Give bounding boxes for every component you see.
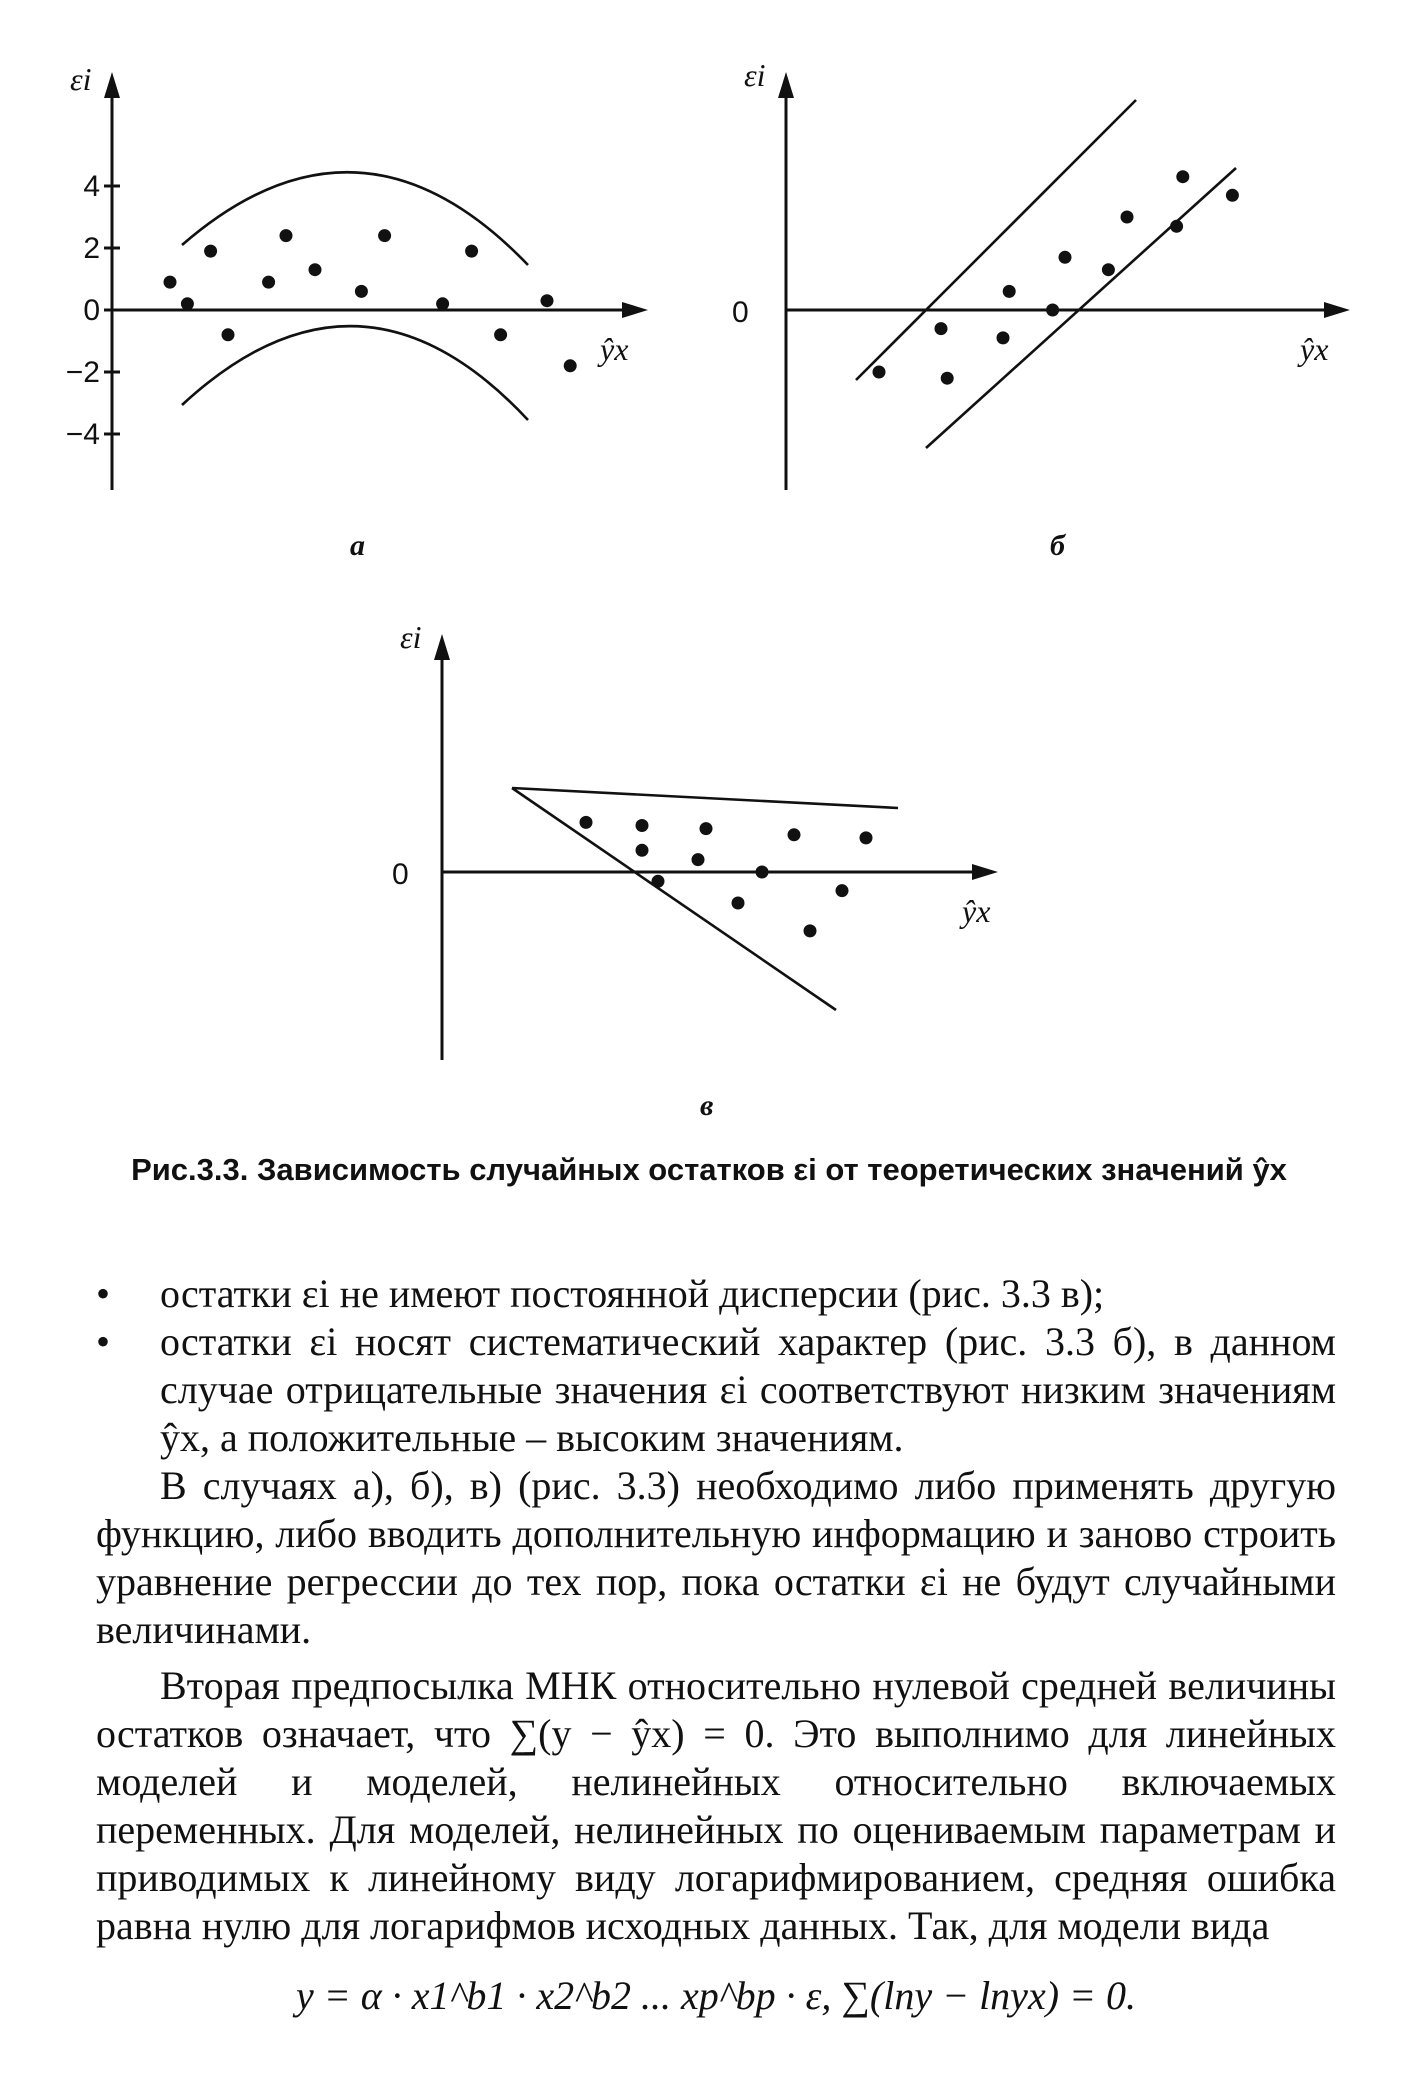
data-point <box>378 229 391 242</box>
data-point <box>1046 304 1059 317</box>
data-point <box>732 897 745 910</box>
y-tick-0: 0 <box>392 858 409 891</box>
bullet-item: • остатки εi носят систематический характер (рис. 3.3 б), в данном случае отрицательные значения εi соответствуют низким значениям ŷx, а положительные – высоким значениям. <box>96 1319 1336 1460</box>
data-point <box>494 328 507 341</box>
y-axis-label: εi <box>70 61 92 97</box>
x-axis-label: ŷx <box>962 893 991 929</box>
paragraph: В случаях а), б), в) (рис. 3.3) необходимо либо применять другую функцию, либо вводить дополнительную информацию и заново строить уравнение регрессии до тех пор, пока остатки εi не будут случайными величинами. <box>96 1463 1336 1652</box>
upper-envelope <box>512 788 898 808</box>
y-tick-label: 0 <box>83 294 100 327</box>
data-point <box>935 322 948 335</box>
panel-label: б <box>1050 529 1065 562</box>
data-point <box>692 853 705 866</box>
data-point <box>181 297 194 310</box>
caption-label: Рис.3.3. <box>131 1152 249 1187</box>
data-point <box>873 366 886 379</box>
figure-caption <box>0 1152 1418 1188</box>
x-axis-label: ŷx <box>1300 331 1329 367</box>
paragraph: Вторая предпосылка МНК относительно нулевой средней величины остатков означает, что ∑(y − ŷx) = 0. Это выполнимо для линейных моделей и моделей, нелинейных относительно включаемых переменных. Для моделей, нелинейных по оцениваемым параметрам и приводимых к линейному виду логарифмированием, средняя ошибка равна нулю для логарифмов исходных данных. Так, для модели вида <box>96 1663 1336 1948</box>
data-point <box>465 245 478 258</box>
formula: y = α · x1^b1 · x2^b2 ... xp^bp · ε, ∑(lny − lnyx) = 0. <box>295 1973 1137 2018</box>
y-tick-0: 0 <box>732 296 749 329</box>
data-point <box>788 828 801 841</box>
data-point <box>1102 263 1115 276</box>
data-point <box>860 831 873 844</box>
x-axis-label: ŷx <box>600 331 629 367</box>
lower-band <box>926 168 1236 448</box>
body-text <box>96 1270 1336 2020</box>
data-point <box>580 816 593 829</box>
data-point <box>222 328 235 341</box>
data-point <box>355 285 368 298</box>
y-axis-arrow <box>104 72 120 98</box>
data-point <box>804 924 817 937</box>
data-point <box>1226 189 1239 202</box>
caption-text: Зависимость случайных остатков εi от теоретических значений ŷx <box>248 1152 1287 1187</box>
data-points <box>580 816 873 938</box>
data-point <box>541 294 554 307</box>
data-point <box>280 229 293 242</box>
y-axis-arrow <box>434 634 450 660</box>
data-point <box>756 866 769 879</box>
y-axis-label: εi <box>400 619 422 655</box>
data-point <box>1176 170 1189 183</box>
bullet-item: • остатки εi не имеют постоянной дисперсии (рис. 3.3 в); <box>96 1271 1105 1316</box>
x-axis-arrow <box>1324 302 1350 318</box>
y-axis-label: εi <box>744 57 766 93</box>
lower-envelope <box>512 788 836 1010</box>
data-point <box>636 819 649 832</box>
data-point <box>564 359 577 372</box>
data-point <box>997 331 1010 344</box>
data-point <box>652 875 665 888</box>
x-axis-arrow <box>972 864 998 880</box>
chart-panel-v <box>390 610 1030 1130</box>
upper-band <box>856 100 1136 380</box>
data-point <box>700 822 713 835</box>
data-point <box>1121 211 1134 224</box>
data-point <box>1003 285 1016 298</box>
y-tick-label: −2 <box>65 356 100 389</box>
chart-panel-a <box>40 50 680 570</box>
data-points <box>873 170 1239 385</box>
chart-panel-b <box>730 50 1390 570</box>
y-tick-label: 2 <box>83 232 100 265</box>
panel-label: в <box>700 1089 714 1122</box>
lower-envelope <box>182 326 528 420</box>
x-axis-arrow <box>622 302 648 318</box>
data-point <box>164 276 177 289</box>
data-point <box>309 263 322 276</box>
data-point <box>1170 220 1183 233</box>
y-axis-arrow <box>778 72 794 98</box>
data-point <box>1059 251 1072 264</box>
data-point <box>204 245 217 258</box>
data-point <box>836 884 849 897</box>
data-point <box>636 844 649 857</box>
data-point <box>436 297 449 310</box>
data-point <box>262 276 275 289</box>
data-point <box>941 372 954 385</box>
panel-label: а <box>350 529 365 562</box>
y-tick-label: 4 <box>83 170 100 203</box>
y-tick-label: −4 <box>65 418 100 451</box>
